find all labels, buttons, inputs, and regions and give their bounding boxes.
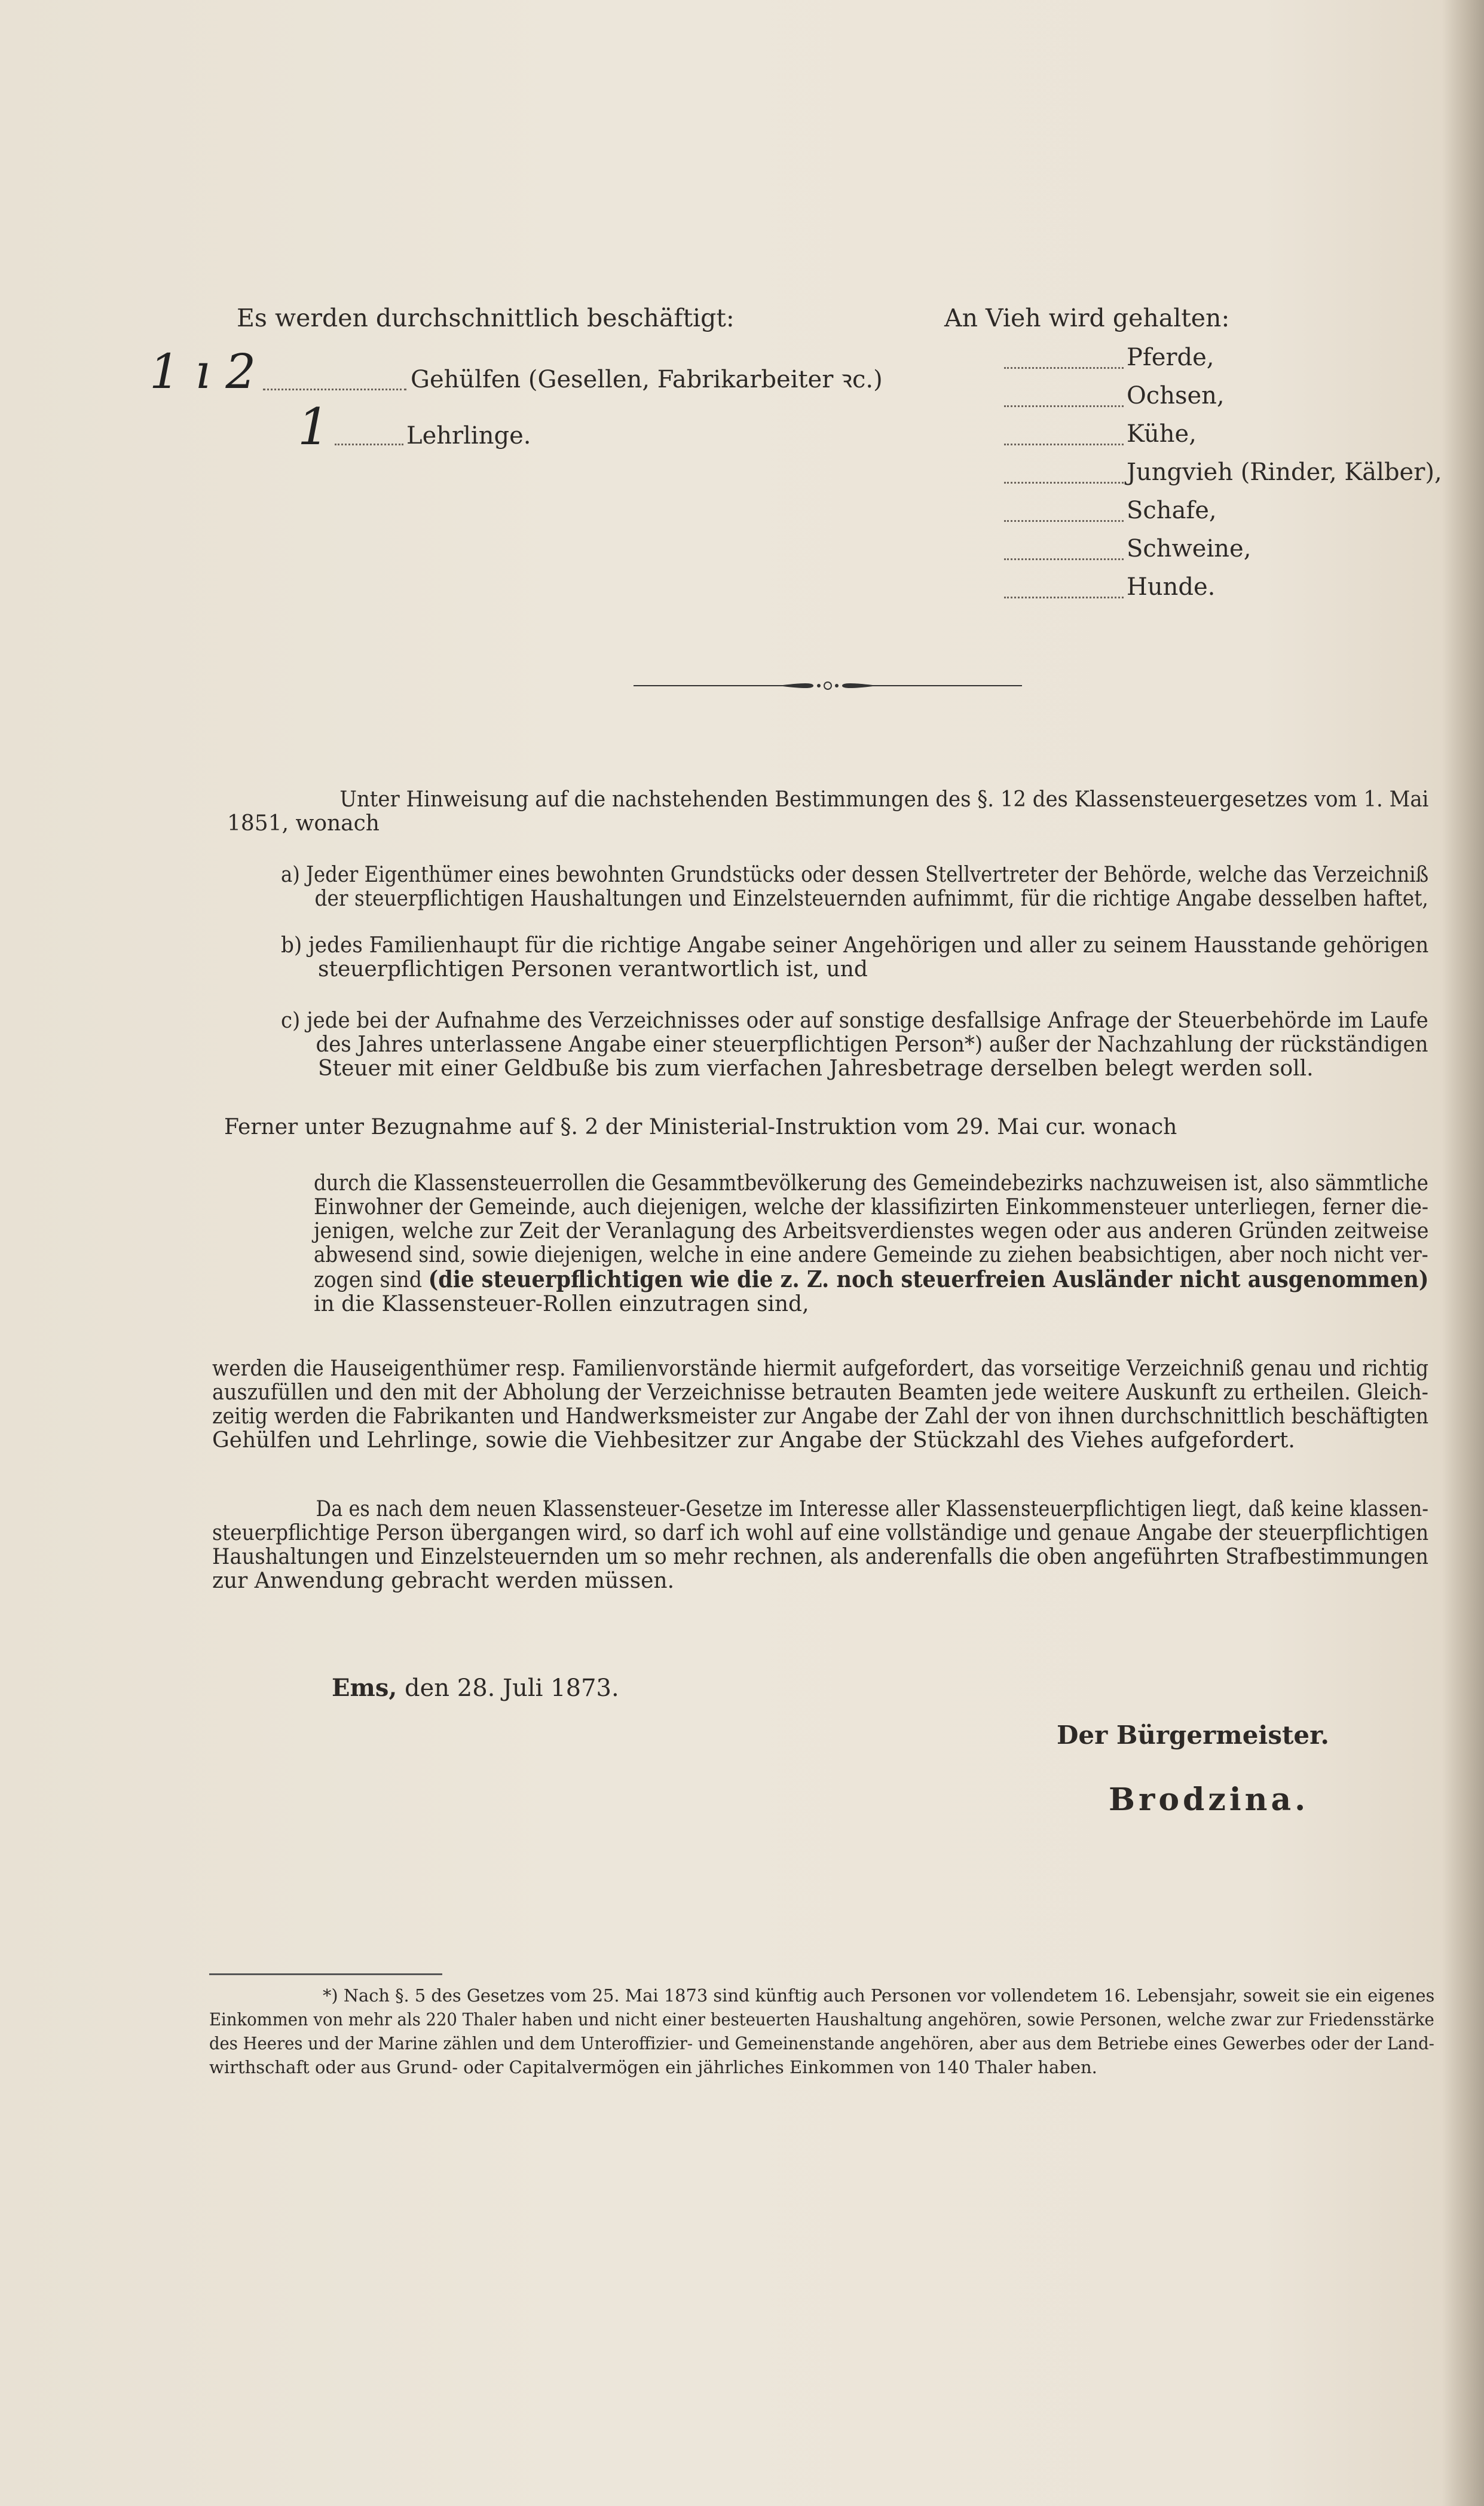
- livestock-item-pigs: Schweine,: [1127, 535, 1252, 563]
- livestock-dotted-line-2: [1004, 405, 1124, 407]
- handwritten-assistants-count: 1 ı 2: [149, 344, 256, 399]
- footnote-rule: [209, 1973, 442, 1975]
- livestock-dotted-line-4: [1004, 482, 1124, 484]
- clause-b-line-1: b) jedes Familienhaupt für die richtige Angabe seiner Angehörigen und aller zu seinem Hausstande gehörigen: [281, 933, 1429, 958]
- bleed-through-heading: [616, 215, 698, 292]
- da-paragraph: [212, 1498, 1428, 1593]
- durch-bold-emphasis: (die steuerpflichtigen wie die z. Z. noch steuerfreien Ausländer nicht ausgenommen): [428, 1266, 1429, 1292]
- werden-line-1: werden die Hauseigenthümer resp. Familienvorstände hiermit aufgefordert, das vorseitige Verzeichniß genau und richtig: [212, 1356, 1429, 1381]
- livestock-dotted-line-3: [1004, 444, 1124, 445]
- werden-line-4: Gehülfen und Lehrlinge, sowie die Viehbesitzer zur Angabe der Stückzahl des Viehes aufgefordert.: [212, 1428, 1295, 1453]
- dateline-date: den 28. Juli 1873.: [404, 1674, 619, 1702]
- intro-line-1: Unter Hinweisung auf die nachstehenden Bestimmungen des §. 12 des Klassensteuergesetzes vom 1. Mai: [339, 787, 1429, 812]
- livestock-item-cows: Kühe,: [1127, 420, 1197, 448]
- employees-heading: Es werden durchschnittlich beschäftigt:: [237, 304, 735, 332]
- assistants-dotted-line: [263, 389, 406, 390]
- clause-a-line-1: a) Jeder Eigenthümer eines bewohnten Grundstücks oder dessen Stellvertreter der Behörde, welche das Verzeichniß: [281, 863, 1429, 887]
- durch-line-2: Einwohner der Gemeinde, auch diejenigen, welche der klassifizirten Einkommensteuer unterliegen, ferner die-: [314, 1195, 1429, 1220]
- footnote-line-4: wirthschaft oder aus Grund- oder Capitalvermögen ein jährliches Einkommen von 140 Thaler haben.: [209, 2057, 1097, 2077]
- ferner-line: [224, 1116, 1425, 1139]
- durch-line-6: in die Klassensteuer-Rollen einzutragen sind,: [314, 1292, 809, 1316]
- apprentices-label: Lehrlinge.: [406, 422, 531, 450]
- clause-c-line-3: Steuer mit einer Geldbuße bis zum vierfachen Jahresbetrage derselben belegt werden soll.: [318, 1056, 1314, 1081]
- page-edge-shadow: [1442, 0, 1484, 2506]
- livestock-item-oxen: Ochsen,: [1127, 382, 1225, 409]
- dateline: [332, 1676, 619, 1700]
- footnote-line-3: des Heeres und der Marine zählen und dem Unteroffizier- und Gemeinenstande angehören, aber aus dem Betriebe eines Gewerbes oder der Land-: [209, 2033, 1434, 2053]
- apprentices-dotted-line: [335, 444, 403, 445]
- clause-b: [281, 934, 1428, 982]
- clause-b-line-2: steuerpflichtigen Personen verantwortlich ist, und: [318, 957, 868, 982]
- clause-a-line-2: der steuerpflichtigen Haushaltungen und Einzelsteuernden aufnimmt, für die richtige Angabe desselben haftet,: [314, 887, 1428, 911]
- durch-line-4: abwesend sind, sowie diejenigen, welche in eine andere Gemeinde zu ziehen beabsichtigen, aber noch nicht ver-: [314, 1243, 1428, 1267]
- signature-name: Brodzina.: [1109, 1781, 1309, 1818]
- werden-line-2: auszufüllen und den mit der Abholung der Verzeichnisse betrauten Beamten jede weitere Auskunft zu ertheilen. Gleich-: [212, 1380, 1428, 1405]
- da-line-2: steuerpflichtige Person übergangen wird, so darf ich wohl auf eine vollständige und genaue Angabe der steuerpflichtigen: [212, 1521, 1429, 1545]
- da-line-1: Da es nach dem neuen Klassensteuer-Gesetze im Interesse aller Klassensteuerpflichtigen liegt, daß keine klassen-: [316, 1497, 1429, 1521]
- durch-line-5: [314, 1266, 1429, 1292]
- intro-paragraph: [227, 788, 1428, 836]
- handwritten-apprentices-count: 1: [298, 398, 330, 456]
- clause-c-line-2: des Jahres unterlassene Angabe einer steuerpflichtigen Person*) außer der Nachzahlung der rückständigen: [316, 1032, 1428, 1057]
- footnote-line-1: *) Nach §. 5 des Gesetzes vom 25. Mai 1873 sind künftig auch Personen vor vollendetem 16. Lebensjahr, soweit sie ein eigenes: [323, 1985, 1435, 2006]
- da-line-3: Haushaltungen und Einzelsteuernden um so mehr rechnen, als anderenfalls die oben angeführten Strafbestimmungen: [212, 1545, 1429, 1569]
- intro-line-2: 1851, wonach: [227, 811, 380, 836]
- livestock-item-young-cattle: Jungvieh (Rinder, Kälber),: [1127, 459, 1442, 486]
- dateline-place: Ems,: [332, 1674, 397, 1702]
- clause-a: [281, 863, 1428, 911]
- ornamental-divider: [634, 680, 1022, 692]
- werden-line-3: zeitig werden die Fabrikanten und Handwerksmeister zur Angabe der Zahl der von ihnen durchschnittlich beschäftigten: [212, 1404, 1429, 1429]
- livestock-dotted-line-5: [1004, 520, 1124, 522]
- durch-bold-prefix: zogen sind: [314, 1268, 422, 1292]
- livestock-dotted-line-6: [1004, 558, 1124, 560]
- signature-office: Der Bürgermeister.: [1057, 1720, 1330, 1750]
- assistants-label: Gehülfen (Gesellen, Fabrikarbeiter ꝛc.): [411, 366, 883, 393]
- livestock-item-horses: Pferde,: [1127, 344, 1214, 371]
- clause-c-line-1: c) jede bei der Aufnahme des Verzeichnisses oder auf sonstige desfallsige Anfrage der Steuerbehörde im Laufe: [281, 1008, 1428, 1033]
- livestock-dotted-line-1: [1004, 367, 1124, 369]
- durch-line-1: durch die Klassensteuerrollen die Gesammtbevölkerung des Gemeindebezirks nachzuweisen ist, also sämmtliche: [314, 1171, 1428, 1196]
- footnote-line-2: Einkommen von mehr als 220 Thaler haben und nicht einer besteuerten Haushaltung angehören, sowie Personen, welche zwar zur Friedensstärke: [209, 2009, 1434, 2030]
- clause-c: [281, 1009, 1428, 1081]
- ferner-text: Ferner unter Bezugnahme auf §. 2 der Ministerial-Instruktion vom 29. Mai cur. wonach: [224, 1115, 1177, 1139]
- livestock-item-sheep: Schafe,: [1127, 497, 1217, 524]
- livestock-dotted-line-7: [1004, 597, 1124, 598]
- livestock-item-dogs: Hunde.: [1127, 573, 1216, 601]
- durch-line-3: jenigen, welche zur Zeit der Veranlagung des Arbeitsverdienstes wegen oder aus anderen Gründen zeitweise: [314, 1219, 1429, 1243]
- werden-paragraph: [212, 1357, 1428, 1453]
- durch-paragraph: [314, 1172, 1428, 1316]
- da-line-4: zur Anwendung gebracht werden müssen.: [212, 1569, 675, 1593]
- livestock-heading: An Vieh wird gehalten:: [944, 304, 1230, 332]
